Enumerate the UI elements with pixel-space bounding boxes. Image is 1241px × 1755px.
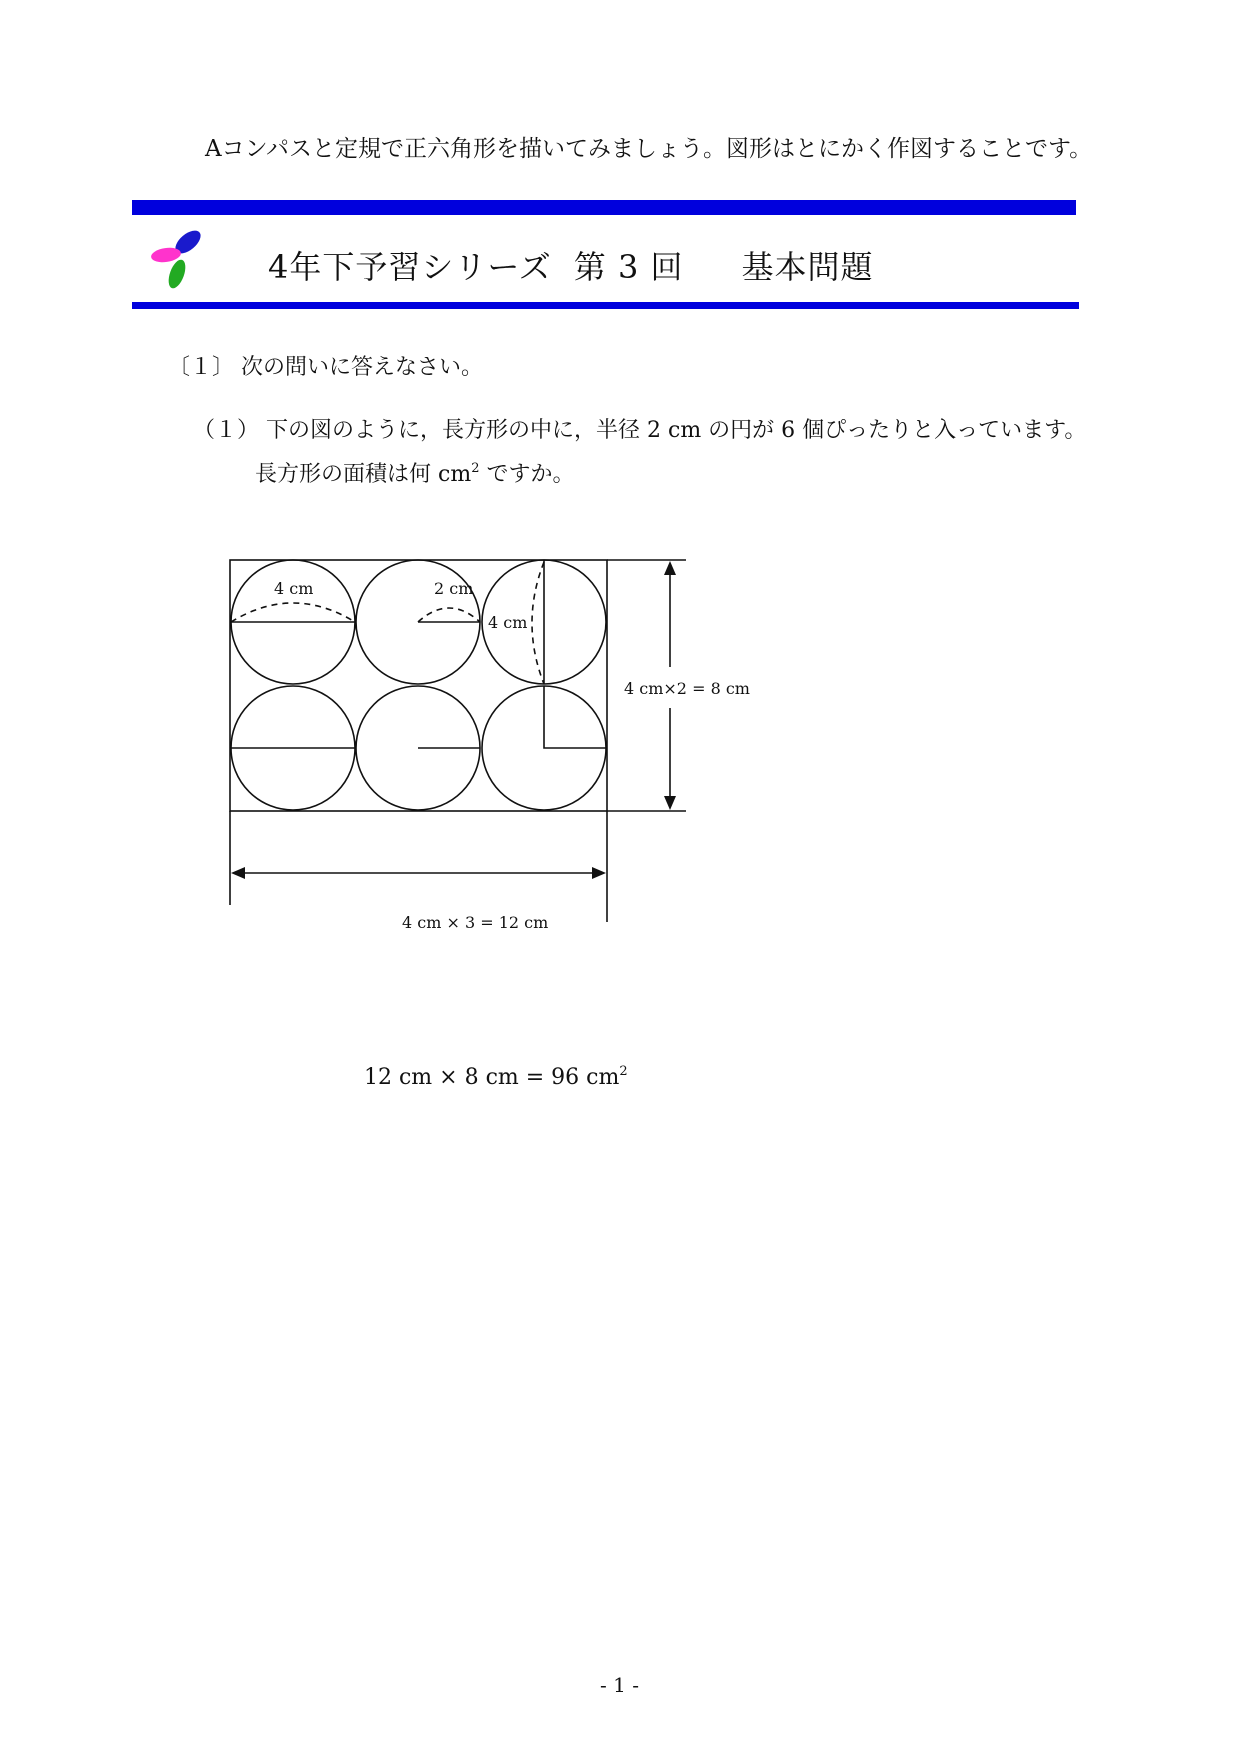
radius-corner-6 [544,686,606,748]
question-text-2-suffix: ですか。 [479,462,575,487]
title-type: 基本問題 [741,248,874,286]
title-series: 4年下予習シリーズ [268,248,552,286]
arrowhead-up [664,561,676,575]
answer [364,1065,628,1090]
label-height-calc: 4 cm×2 = 8 cm [624,679,750,698]
diameter-arc [231,603,355,622]
arrowhead-right [592,867,606,879]
radius-arc [418,608,480,622]
question-text-1: 下の図のように，長方形の中に，半径 2 cm の円が 6 個ぴったりと入っています。 [266,418,1087,443]
label-vertical: 4 cm [488,613,528,632]
section-text: 次の問いに答えなさい。 [241,355,484,380]
page-number: - 1 - [600,1673,639,1697]
question-text-2: 長方形の面積は何 cm [255,462,472,487]
answer-text: 12 cm × 8 cm = 96 cm [364,1065,620,1090]
arrowhead-down [664,796,676,810]
label-radius: 2 cm [434,579,474,598]
label-diameter: 4 cm [274,579,314,598]
label-width-calc: 4 cm × 3 = 12 cm [402,913,549,932]
vertical-arc [532,562,544,684]
question-number: （１） [193,418,260,443]
arrowhead-left [231,867,245,879]
title-lesson: 第 3 回 [573,248,684,286]
section-label: 〔１〕 [168,355,235,380]
answer-superscript: 2 [619,1064,628,1079]
question-superscript: 2 [471,461,480,476]
header-tip: Aコンパスと定規で正六角形を描いてみましょう。図形はとにかく作図することです。 [205,136,1093,162]
